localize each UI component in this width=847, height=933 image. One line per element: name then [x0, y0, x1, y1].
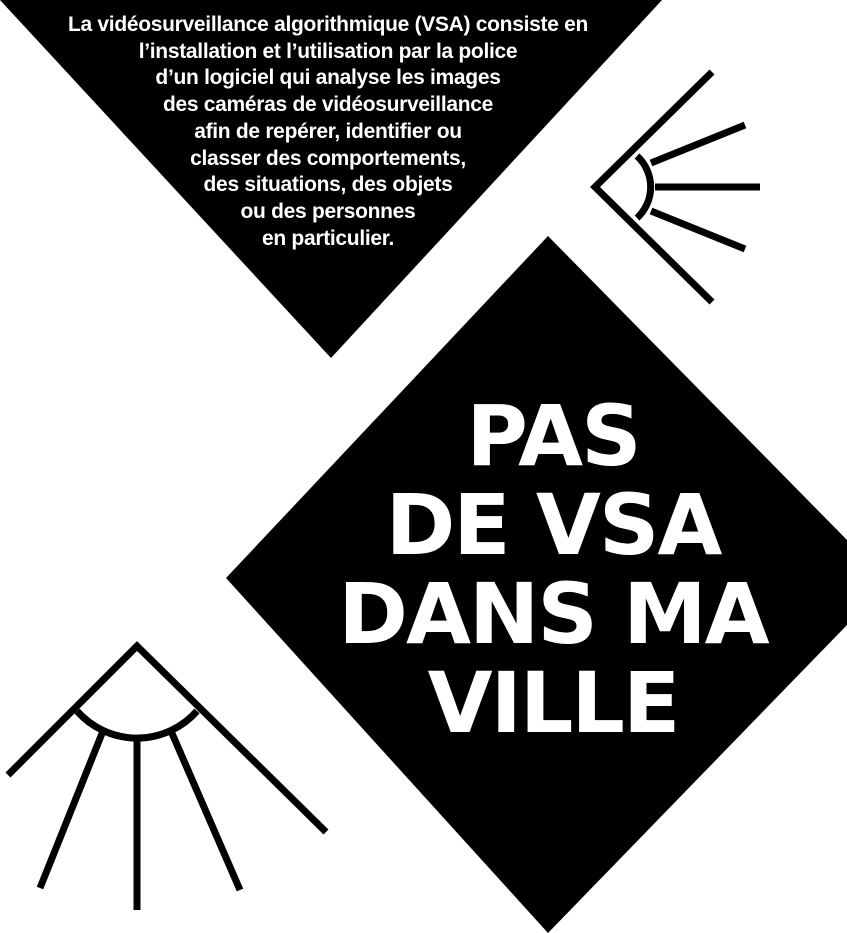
headline-line: PAS: [466, 387, 640, 485]
headline: [318, 387, 788, 752]
definition-line: ou des personnes: [240, 199, 416, 223]
definition-line: en particulier.: [261, 226, 395, 250]
definition-line: afin de repérer, identifier ou: [194, 119, 462, 143]
headline-line: VILLE: [427, 654, 679, 752]
headline-line: DANS MA: [338, 565, 768, 663]
definition-line: classer des comportements,: [190, 146, 466, 170]
definition-line: des situations, des objets: [203, 173, 453, 197]
definition-line: d’un logiciel qui analyse les images: [155, 66, 501, 90]
headline-line: DE VSA: [385, 476, 721, 574]
definition-line: La vidéosurveillance algorithmique (VSA) consiste en: [67, 13, 589, 36]
definition-line: des caméras de vidéosurveillance: [162, 93, 494, 117]
vsa-definition-text: [18, 12, 638, 252]
eye-rays-icon: [8, 646, 326, 910]
definition-line: l’installation et l’utilisation par la police: [138, 39, 518, 63]
